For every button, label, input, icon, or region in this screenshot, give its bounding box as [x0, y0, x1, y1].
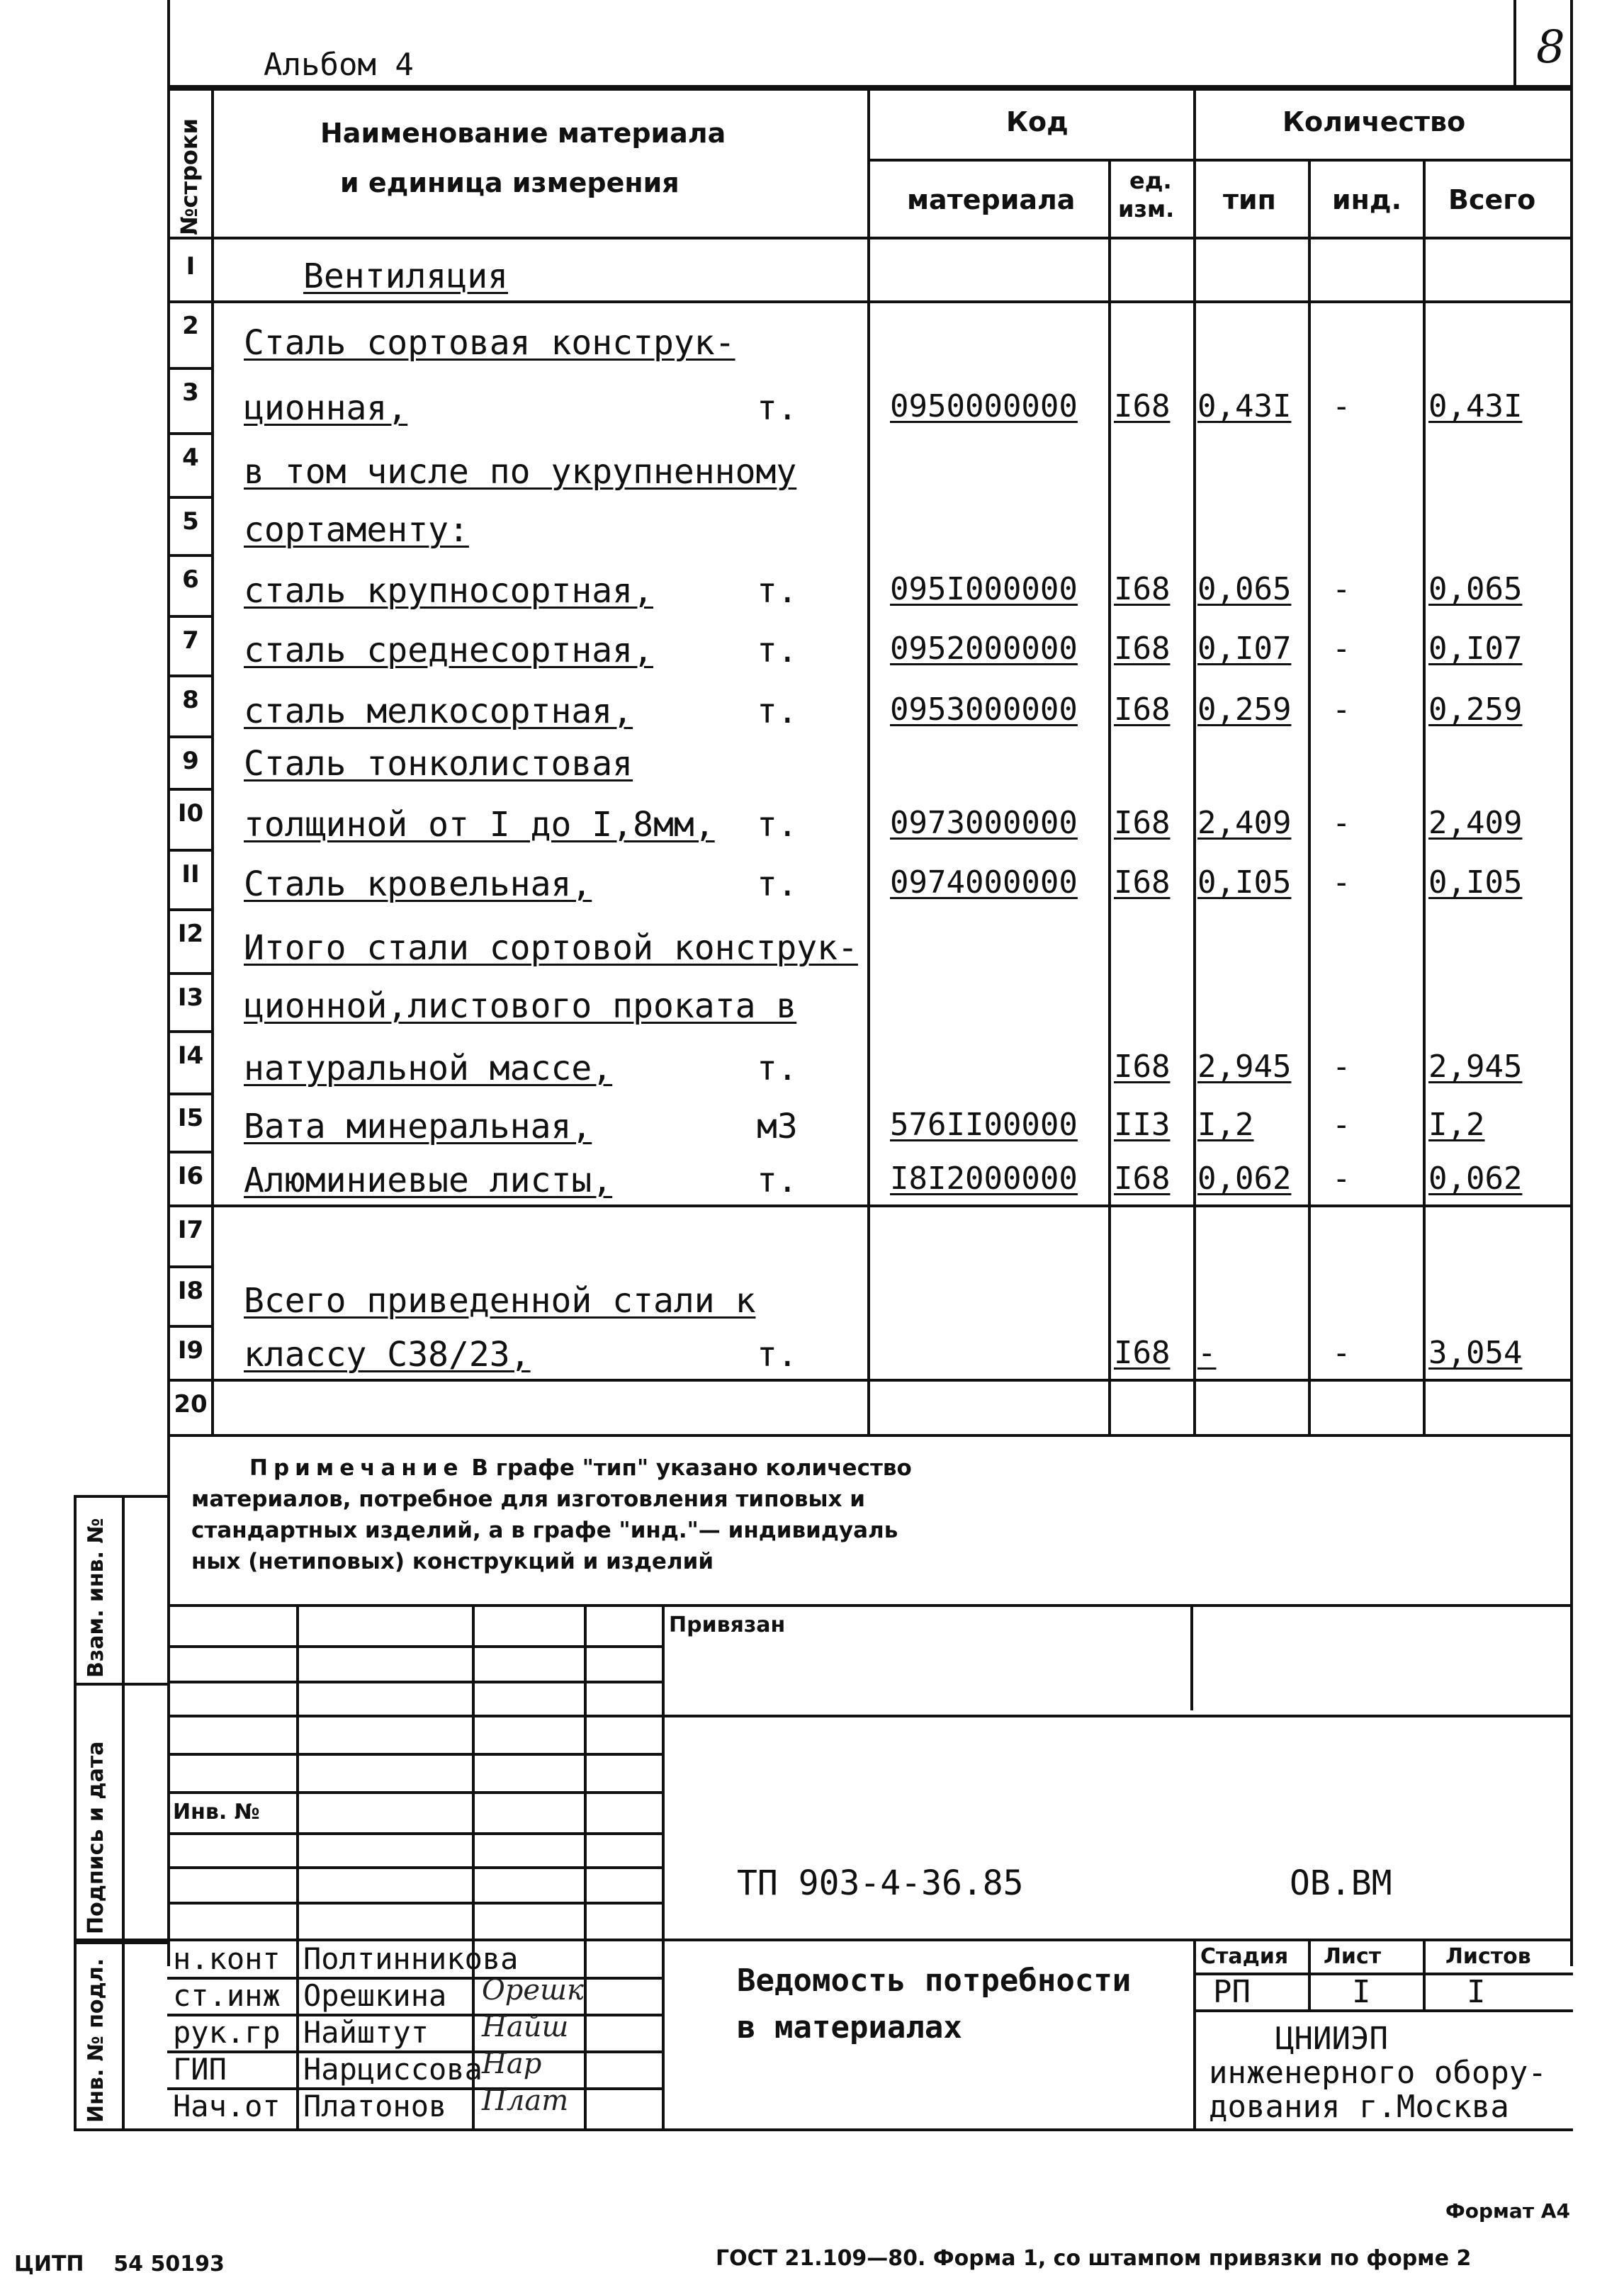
table-row-number: 20 [174, 1390, 208, 1418]
table-bottom [167, 1434, 1573, 1437]
stamp-sheet: I [1352, 1974, 1371, 2010]
table-cell-type: 0,43I [1197, 388, 1292, 424]
table-cell-code: 0953000000 [890, 692, 1078, 728]
table-cell-unit-code: I68 [1114, 805, 1171, 841]
header-unit-2: изм. [1118, 196, 1175, 222]
stamp-row-f [167, 1832, 663, 1835]
stamp-row-g [167, 1866, 663, 1869]
stamp-inv-no: Инв. № [173, 1800, 274, 1824]
stage-box-left [1193, 1939, 1196, 2128]
side-podpis-label: Подпись и дата [84, 1741, 108, 1934]
table-row-divider [167, 849, 213, 852]
stamp-org-2: инженерного обору- [1209, 2055, 1547, 2091]
table-cell-name: Сталь кровельная, [244, 864, 592, 904]
signer-role: ГИП [173, 2052, 227, 2087]
stamp-stage-label: Стадия [1200, 1944, 1289, 1969]
table-cell-ind: - [1332, 1107, 1351, 1143]
stamp-row-i [74, 1939, 1573, 1941]
table-row-divider [167, 972, 213, 975]
side-strip-div1 [74, 1683, 170, 1686]
frame-bottom [74, 2128, 1573, 2131]
table-cell-name: ционная, [244, 388, 408, 428]
signer-role: рук.гр [173, 2015, 281, 2050]
table-cell-name: классу С38/23, [244, 1335, 531, 1375]
stamp-privyazan: Привязан [669, 1613, 786, 1637]
table-row-number: I2 [177, 920, 204, 948]
table-row-number: I [186, 252, 196, 281]
table-cell-ind: - [1332, 805, 1351, 841]
table-cell-total: 0,I07 [1428, 631, 1523, 667]
table-cell-unit-code: I68 [1114, 388, 1171, 424]
table-cell-unit-code: I68 [1114, 864, 1171, 901]
table-cell-total: 0,065 [1428, 571, 1523, 607]
table-cell-name: Сталь сортовая конструк- [244, 323, 735, 363]
table-cell-name: сталь среднесортная, [244, 631, 653, 670]
table-cell-total: 0,062 [1428, 1161, 1523, 1197]
note-label: Примечание [249, 1455, 464, 1481]
table-cell-ind: - [1332, 388, 1351, 424]
note-line4: ных (нетиповых) конструкций и изделий [191, 1549, 714, 1574]
header-unit-1: ед. [1129, 167, 1172, 194]
table-row-divider [167, 735, 213, 738]
table-row-divider [167, 300, 213, 303]
stamp-title-2: в материалах [737, 2009, 962, 2046]
stamp-privyaz-split [1190, 1604, 1193, 1710]
table-row-number: 5 [182, 507, 199, 536]
table-cell-name: сталь мелкосортная, [244, 692, 633, 731]
table-row-number: 8 [182, 686, 199, 714]
table-cell-code: 095I000000 [890, 571, 1078, 607]
table-row-number: I0 [177, 799, 204, 828]
table-row-number: I6 [177, 1162, 204, 1190]
table-cell-name: сортаменту: [244, 510, 469, 550]
table-cell-total: 0,259 [1428, 692, 1523, 728]
table-cell-unit-code: I68 [1114, 631, 1171, 667]
table-cell-ind: - [1332, 1161, 1351, 1197]
signer-name: Платонов [303, 2089, 447, 2123]
table-row-divider [167, 1093, 213, 1095]
stamp-org-1: ЦНИИЭП [1275, 2021, 1388, 2057]
header-quantity: Количество [1282, 106, 1466, 137]
table-cell-type: 0,259 [1197, 692, 1292, 728]
table-cell-unit-label: т. [757, 388, 798, 428]
table-cell-code: 0974000000 [890, 864, 1078, 901]
table-row-divider [167, 1379, 213, 1382]
table-cell-code: 0950000000 [890, 388, 1078, 424]
header-total: Всего [1448, 184, 1536, 215]
table-cell-name: Алюминиевые листы, [244, 1161, 613, 1200]
table-row-divider [167, 496, 213, 499]
table-row-divider [167, 1030, 213, 1033]
stamp-top [167, 1604, 1573, 1607]
table-row-number: 2 [182, 312, 199, 340]
table-cell-total: 0,I05 [1428, 864, 1523, 901]
table-cell-unit-code: II3 [1114, 1107, 1171, 1143]
table-cell-ind: - [1332, 1049, 1351, 1085]
table-cell-unit-code: I68 [1114, 1161, 1171, 1197]
table-row-divider [167, 367, 213, 370]
signature: Орешк [482, 1974, 584, 2007]
stamp-sheet-label: Лист [1324, 1944, 1382, 1969]
footer-format: Формат А4 [1445, 2199, 1570, 2223]
table-cell-name: Итого стали сортовой конструк- [244, 928, 858, 968]
table-cell-unit-label: т. [757, 1049, 798, 1088]
signature: Нар [482, 2048, 542, 2080]
table-section-divider [211, 1204, 1570, 1207]
signer-name: Нарциссова [303, 2052, 483, 2087]
table-cell-code: 0952000000 [890, 631, 1078, 667]
table-row-number: I5 [177, 1104, 204, 1132]
signature: Плат [482, 2084, 569, 2117]
table-cell-unit-code: I68 [1114, 692, 1171, 728]
table-cell-type: 2,409 [1197, 805, 1292, 841]
table-cell-unit-label: т. [757, 571, 798, 611]
stamp-project-code: ТП 903-4-36.85 [737, 1863, 1024, 1903]
header-name-1: Наименование материала [320, 118, 726, 149]
table-cell-total: 3,054 [1428, 1335, 1523, 1371]
table-cell-unit-label: т. [757, 864, 798, 904]
table-cell-unit-code: I68 [1114, 1049, 1171, 1085]
header-type: тип [1223, 184, 1276, 215]
table-row-divider [167, 1151, 213, 1153]
stamp-title-1: Ведомость потребности [737, 1963, 1132, 1999]
signer-role: ст.инж [173, 1978, 281, 2013]
footer-right: ГОСТ 21.109—80. Форма 1, со штампом привязки по форме 2 [716, 2246, 1472, 2271]
note-line1: В графе "тип" указано количество [471, 1455, 912, 1481]
table-cell-type: 0,I05 [1197, 864, 1292, 901]
stamp-row-c [167, 1715, 1573, 1717]
stamp-stage: РП [1213, 1974, 1251, 2010]
table-cell-name: Всего приведенной стали к [244, 1281, 756, 1321]
table-row-number: I9 [177, 1336, 204, 1365]
table-cell-name: ционной,листового проката в [244, 986, 797, 1026]
signer-role: н.конт [173, 1941, 281, 1976]
table-row-number: 3 [182, 378, 199, 407]
table-cell-total: 2,945 [1428, 1049, 1523, 1085]
stamp-row-e [167, 1791, 663, 1794]
table-cell-unit-label: м3 [757, 1107, 798, 1146]
table-cell-code: 576II00000 [890, 1107, 1078, 1143]
stamp-row-h [167, 1902, 663, 1905]
stamp-org-3: дования г.Москва [1209, 2089, 1509, 2125]
table-cell-type: 0,062 [1197, 1161, 1292, 1197]
table-cell-ind: - [1332, 631, 1351, 667]
side-vzam-label: Взам. инв. № [84, 1518, 108, 1678]
header-ind: инд. [1332, 184, 1402, 215]
table-cell-total: 0,43I [1428, 388, 1523, 424]
table-cell-name: Вентиляция [303, 256, 508, 296]
table-row-number: 6 [182, 565, 199, 594]
signer-name: Найштут [303, 2015, 429, 2050]
table-row-number: I7 [177, 1216, 204, 1244]
table-cell-name: Вата минеральная, [244, 1107, 592, 1146]
table-cell-code: 0973000000 [890, 805, 1078, 841]
table-cell-ind: - [1332, 864, 1351, 901]
table-cell-unit-label: т. [757, 692, 798, 731]
table-cell-name: Сталь тонколистовая [244, 744, 633, 784]
table-cell-type: 2,945 [1197, 1049, 1292, 1085]
table-row-divider [167, 788, 213, 791]
note-line3: стандартных изделий, а в графе "инд."— индивидуаль [191, 1518, 898, 1543]
stamp-sheets-label: Листов [1445, 1944, 1531, 1969]
table-row-divider [167, 908, 213, 911]
table-row-number: I3 [177, 983, 204, 1012]
table-cell-ind: - [1332, 1335, 1351, 1371]
signature: Найш [482, 2011, 569, 2043]
table-section-divider [211, 300, 1570, 303]
side-inv-label: Инв. № подл. [84, 1958, 108, 2123]
table-row-number: 7 [182, 626, 199, 655]
stamp-row-a [167, 1645, 663, 1648]
side-strip-left [74, 1495, 77, 2131]
table-row-number: II [181, 860, 200, 888]
header-row-no: №строки [176, 118, 203, 235]
table-row-divider [167, 1204, 213, 1207]
table-cell-total: I,2 [1428, 1107, 1485, 1143]
table-cell-name: натуральной массе, [244, 1049, 613, 1088]
table-cell-unit-code: I68 [1114, 1335, 1171, 1371]
table-cell-name: толщиной от I до I,8мм, [244, 805, 715, 845]
sheet-mark: 8 [1536, 21, 1565, 74]
table-cell-name: сталь крупносортная, [244, 571, 653, 611]
stamp-doc-mark: ОВ.ВМ [1290, 1863, 1392, 1903]
signer-name: Орешкина [303, 1978, 447, 2013]
table-cell-ind: - [1332, 692, 1351, 728]
header-code: Код [1006, 106, 1068, 137]
table-cell-unit-label: т. [757, 631, 798, 670]
table-cell-type: 0,I07 [1197, 631, 1292, 667]
footer-left: ЦИТП 54 50193 [14, 2252, 225, 2276]
header-name-2: и единица измерения [340, 167, 680, 198]
table-row-number: I8 [177, 1277, 204, 1305]
table-row-divider [167, 1265, 213, 1268]
album-label: Альбом 4 [264, 47, 414, 83]
side-strip-mid [122, 1495, 125, 2131]
note-line2: материалов, потребное для изготовления типовых и [191, 1486, 866, 1512]
table-row-number: I4 [177, 1042, 204, 1070]
table-cell-code: I8I2000000 [890, 1161, 1078, 1197]
stamp-sheets: I [1467, 1974, 1486, 2010]
table-cell-ind: - [1332, 571, 1351, 607]
side-strip-div2 [74, 1941, 170, 1944]
table-cell-unit-label: т. [757, 805, 798, 845]
table-cell-unit-label: т. [757, 1161, 798, 1200]
signer-role: Нач.от [173, 2089, 281, 2123]
header-code-material: материала [907, 184, 1076, 215]
table-row-divider [167, 615, 213, 618]
table-row-divider [167, 675, 213, 677]
table-row-divider [167, 1325, 213, 1328]
stamp-row-b [167, 1681, 663, 1683]
table-cell-type: I,2 [1197, 1107, 1254, 1143]
table-row-number: 9 [182, 747, 199, 775]
table-row-divider [167, 554, 213, 557]
table-cell-type: - [1197, 1335, 1217, 1371]
table-row-number: 4 [182, 444, 199, 472]
table-cell-unit-code: I68 [1114, 571, 1171, 607]
table-row-divider [167, 432, 213, 435]
stamp-row-d [167, 1753, 663, 1756]
table-cell-unit-label: т. [757, 1335, 798, 1375]
table-cell-type: 0,065 [1197, 571, 1292, 607]
table-cell-total: 2,409 [1428, 805, 1523, 841]
signer-name: Полтинникова [303, 1941, 519, 1976]
table-cell-name: в том числе по укрупненному [244, 452, 797, 492]
table-section-divider [211, 1379, 1570, 1382]
note-block [191, 1452, 912, 1577]
